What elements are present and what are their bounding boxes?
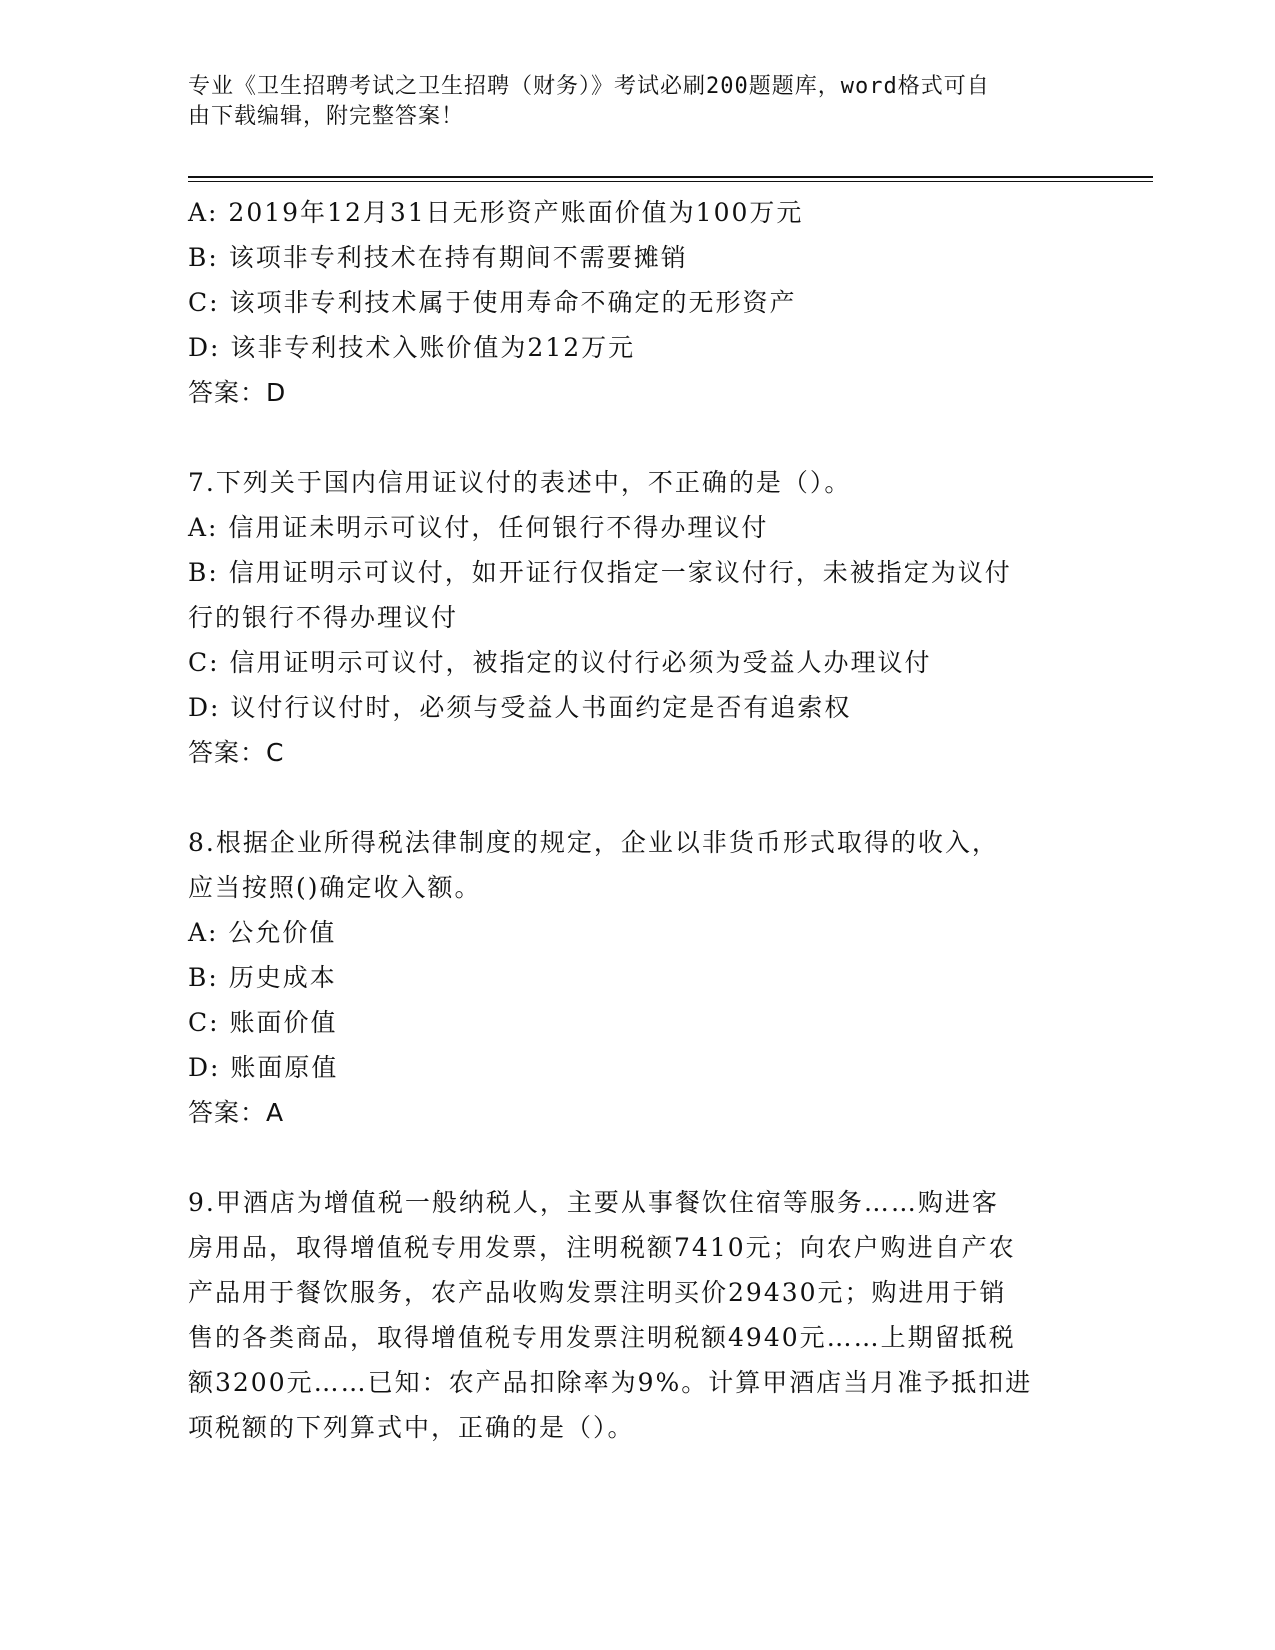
- q6-answer: 答案：D: [188, 378, 287, 407]
- q9-stem-line-6: 项税额的下列算式中，正确的是（）。: [188, 1413, 635, 1442]
- q9-stem-line-2: 房用品，取得增值税专用发票，注明税额7410元；向农户购进自产农: [188, 1233, 1016, 1262]
- q7-answer: 答案：C: [188, 738, 285, 767]
- document-header: [188, 72, 1068, 132]
- q9-stem-line-4: 售的各类商品，取得增值税专用发票注明税额4940元……上期留抵税: [188, 1323, 1016, 1352]
- question-8: [188, 820, 1088, 1135]
- q8-option-c: C: 账面价值: [188, 1008, 338, 1037]
- q9-stem-line-1: 9.甲酒店为增值税一般纳税人，主要从事餐饮住宿等服务……购进客: [188, 1188, 999, 1217]
- q9-stem-line-3: 产品用于餐饮服务，农产品收购发票注明买价29430元；购进用于销: [188, 1278, 1007, 1307]
- q8-stem-line-1: 8.根据企业所得税法律制度的规定，企业以非货币形式取得的收入，: [188, 828, 999, 857]
- q8-option-d: D: 账面原值: [188, 1053, 339, 1082]
- q7-option-b-line-1: B: 信用证明示可议付，如开证行仅指定一家议付行，未被指定为议付: [188, 558, 1012, 587]
- header-title-line-2: 由下载编辑，附完整答案！: [188, 104, 465, 129]
- header-divider-thin: [188, 181, 1153, 182]
- q6-option-d: D: 该非专利技术入账价值为212万元: [188, 333, 636, 362]
- q8-option-b: B: 历史成本: [188, 963, 337, 992]
- spacer: [188, 775, 1088, 820]
- q7-option-a: A: 信用证未明示可议付，任何银行不得办理议付: [188, 513, 769, 542]
- q8-option-a: A: 公允价值: [188, 918, 337, 947]
- question-9: [188, 1180, 1088, 1450]
- header-divider-thick: [188, 176, 1153, 178]
- q7-option-b-line-2: 行的银行不得办理议付: [188, 603, 459, 632]
- question-6-tail: [188, 190, 1088, 415]
- question-7: [188, 460, 1088, 775]
- q8-answer: 答案：A: [188, 1098, 285, 1127]
- q8-stem-line-2: 应当按照()确定收入额。: [188, 873, 482, 902]
- q6-option-b: B: 该项非专利技术在持有期间不需要摊销: [188, 243, 688, 272]
- question-content: [188, 190, 1088, 1450]
- q7-stem: 7.下列关于国内信用证议付的表述中，不正确的是（）。: [188, 468, 852, 497]
- spacer: [188, 415, 1088, 460]
- header-title-line-1: 专业《卫生招聘考试之卫生招聘（财务）》考试必刷200题题库，word格式可自: [188, 74, 990, 99]
- q6-option-c: C: 该项非专利技术属于使用寿命不确定的无形资产: [188, 288, 797, 317]
- spacer: [188, 1135, 1088, 1180]
- q6-option-a: A: 2019年12月31日无形资产账面价值为100万元: [188, 198, 804, 227]
- q7-option-c: C: 信用证明示可议付，被指定的议付行必须为受益人办理议付: [188, 648, 932, 677]
- q7-option-d: D: 议付行议付时，必须与受益人书面约定是否有追索权: [188, 693, 852, 722]
- q9-stem-line-5: 额3200元……已知：农产品扣除率为9%。计算甲酒店当月准予抵扣进: [188, 1368, 1033, 1397]
